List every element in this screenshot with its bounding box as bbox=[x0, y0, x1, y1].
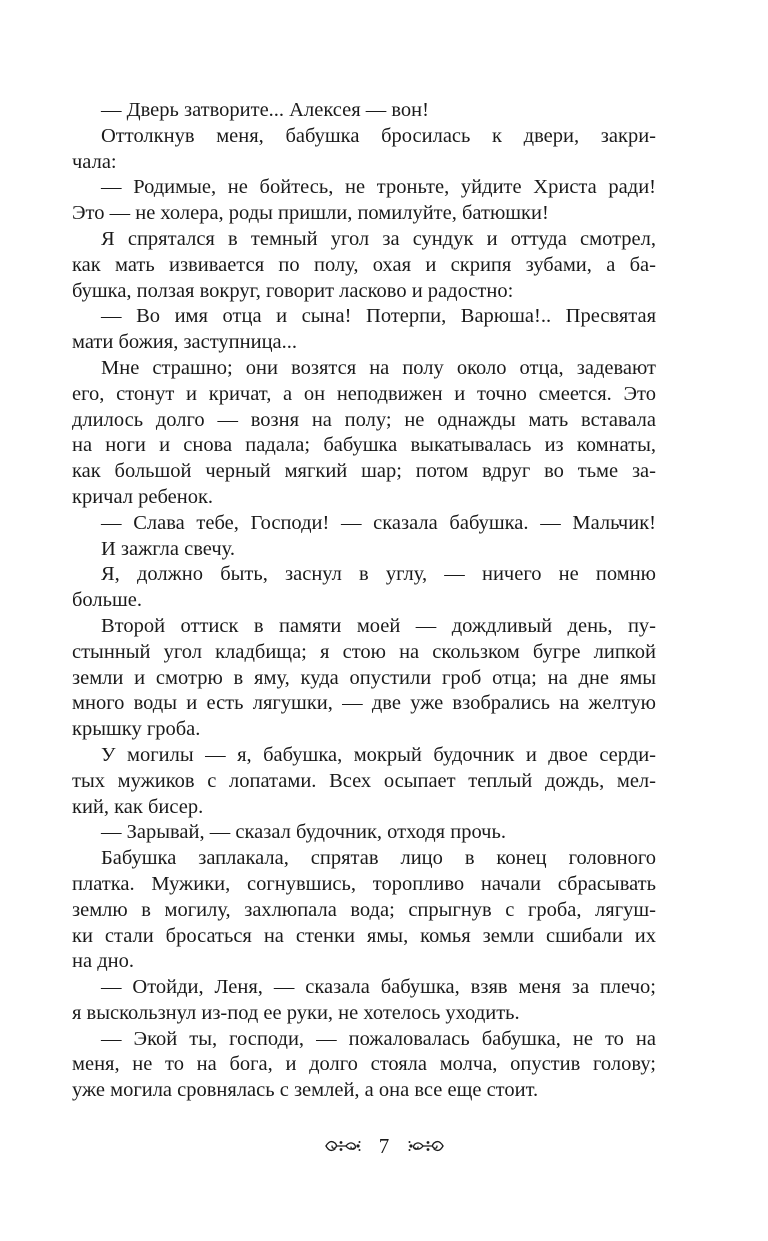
text-line: я выскользнул из-под ее руки, не хотелось уходить. bbox=[72, 1001, 520, 1024]
text-line: — Во имя отца и сына! Потерпи, Варюша!.. Пресвятая bbox=[101, 305, 656, 328]
text-line: на ноги и снова падала; бабушка выкатывалась из комнаты, bbox=[72, 434, 656, 457]
text-line: кричал ребенок. bbox=[72, 485, 214, 508]
text-line: Второй оттиск в памяти моей — дождливый день, пу- bbox=[101, 614, 656, 637]
text-line: много воды и есть лягушки, — две уже взобрались на желтую bbox=[72, 692, 656, 715]
text-line: Оттолкнув меня, бабушка бросилась к двери, закри- bbox=[101, 124, 656, 147]
text-line: И зажгла свечу. bbox=[101, 537, 235, 560]
text-line: Бабушка заплакала, спрятав лицо в конец головного bbox=[101, 847, 656, 870]
text-line: чала: bbox=[72, 150, 117, 173]
text-line: как мать извивается по полу, охая и скрипя зубами, а ба- bbox=[72, 253, 656, 276]
text-line: как большой черный мягкий шар; потом вдруг во тьме за- bbox=[72, 460, 656, 483]
text-line: — Зарывай, — сказал будочник, отходя прочь. bbox=[101, 821, 506, 844]
fleuron-ornament-icon bbox=[407, 1136, 445, 1156]
text-line: платка. Мужики, согнувшись, торопливо начали сбрасывать bbox=[72, 872, 656, 895]
text-line: Я спрятался в темный угол за сундук и оттуда смотрел, bbox=[101, 227, 656, 250]
text-line: У могилы — я, бабушка, мокрый будочник и двое серди- bbox=[101, 743, 656, 766]
text-line: кий, как бисер. bbox=[72, 795, 204, 818]
text-line: Мне страшно; они возятся на полу около отца, задевают bbox=[101, 356, 656, 379]
text-line: земли и смотрю в яму, куда опустили гроб отца; на дне ямы bbox=[72, 666, 656, 689]
page-number: 7 bbox=[378, 1134, 390, 1159]
text-line: — Дверь затворите... Алексея — вон! bbox=[101, 99, 429, 121]
body-text bbox=[72, 98, 656, 1104]
text-line: крышку гроба. bbox=[72, 718, 201, 741]
text-line: — Отойди, Леня, — сказала бабушка, взяв меня за плечо; bbox=[101, 976, 656, 999]
text-line: его, стонут и кричат, а он неподвижен и точно смеется. Это bbox=[72, 382, 656, 405]
text-line: — Слава тебе, Господи! — сказала бабушка. — Мальчик! bbox=[101, 511, 656, 534]
text-line: больше. bbox=[72, 589, 142, 612]
text-line: Я, должно быть, заснул в углу, — ничего не помню bbox=[101, 563, 656, 586]
text-line: землю в могилу, захлюпала вода; спрыгнув с гроба, лягуш- bbox=[72, 898, 656, 921]
text-line: мати божия, заступница... bbox=[72, 331, 298, 354]
text-line: — Экой ты, господи, — пожаловалась бабушка, не то на bbox=[101, 1027, 656, 1050]
text-line: уже могила сровнялась с землей, а она все еще стоит. bbox=[72, 1079, 539, 1102]
text-line: на дно. bbox=[72, 950, 134, 973]
text-line: Это — не холера, роды пришли, помилуйте, батюшки! bbox=[72, 202, 549, 225]
text-line: тых мужиков с лопатами. Всех осыпает теплый дождь, мел- bbox=[72, 769, 656, 792]
text-line: стынный угол кладбища; я стою на скользком бугре липкой bbox=[72, 640, 656, 663]
page-footer bbox=[0, 1130, 768, 1160]
text-line: — Родимые, не бойтесь, не троньте, уйдите Христа ради! bbox=[101, 176, 656, 199]
text-line: бушка, ползая вокруг, говорит ласково и радостно: bbox=[72, 279, 514, 302]
fleuron-ornament-icon bbox=[324, 1136, 362, 1156]
text-line: меня, не то на бога, и долго стояла молча, опустив голову; bbox=[72, 1053, 656, 1076]
text-line: ки стали бросаться на стенки ямы, комья земли сшибали их bbox=[72, 924, 656, 947]
text-line: длилось долго — возня на полу; не однажды мать вставала bbox=[72, 408, 656, 431]
